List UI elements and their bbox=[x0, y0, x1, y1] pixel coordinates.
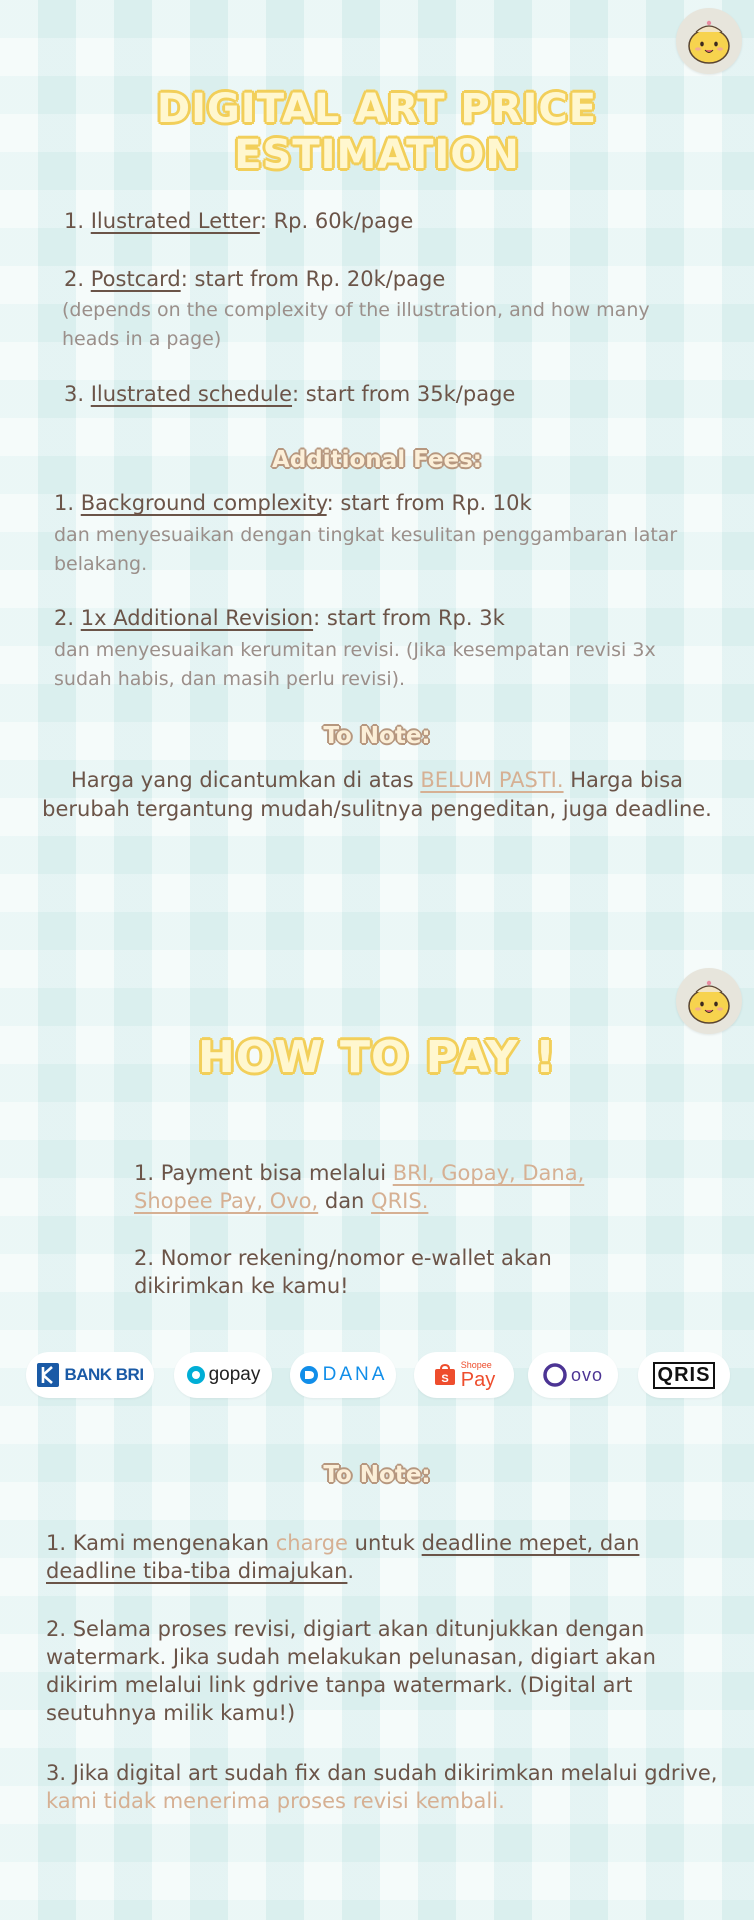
fee-item-2-name: 1x Additional Revision bbox=[80, 606, 314, 630]
note-item-1-end: . bbox=[347, 1559, 355, 1583]
payment-methods-qris: QRIS. bbox=[371, 1189, 429, 1213]
price-item-2-price: : start from Rp. 20k/page bbox=[180, 267, 446, 291]
note-item-3-highlight: kami tidak menerima proses revisi kembali. bbox=[46, 1789, 505, 1813]
fee-item-1-name: Background complexity bbox=[80, 491, 327, 515]
fee-item-1-num: 1. bbox=[54, 491, 75, 515]
price-item-3-name: Ilustrated schedule bbox=[90, 382, 293, 406]
payment-methods-pre: 1. Payment bisa melalui bbox=[134, 1161, 393, 1185]
qris-logo-text: QRIS bbox=[653, 1362, 716, 1389]
price-disclaimer bbox=[40, 766, 714, 824]
note-item-1-charge: charge bbox=[275, 1531, 348, 1555]
note-item-1-mid: untuk bbox=[347, 1531, 422, 1555]
gopay-logo-text: gopay bbox=[208, 1364, 261, 1385]
dana-logo-icon bbox=[299, 1365, 319, 1385]
ovo-logo-icon bbox=[543, 1363, 567, 1387]
note-item-1 bbox=[46, 1529, 726, 1585]
price-estimation-title-text: DIGITAL ART PRICE ESTIMATION bbox=[156, 86, 598, 178]
note-item-3-pre: 3. Jika digital art sudah fix dan sudah dikirimkan melalui gdrive, bbox=[46, 1761, 718, 1785]
mascot-avatar-top bbox=[676, 8, 742, 74]
note-item-3 bbox=[46, 1759, 726, 1815]
note-item-1-deadline: deadline mepet, dan deadline tiba-tiba dimajukan bbox=[46, 1531, 640, 1583]
bri-logo-icon bbox=[36, 1362, 60, 1388]
gopay-logo-icon bbox=[186, 1365, 206, 1385]
price-item-2-name: Postcard bbox=[90, 267, 181, 291]
fee-item-2 bbox=[54, 606, 505, 630]
price-item-1-name: Ilustrated Letter bbox=[90, 209, 260, 233]
price-item-2-num: 2. bbox=[64, 267, 85, 291]
bri-logo-pill bbox=[26, 1352, 154, 1398]
to-note-heading-1: To Note: bbox=[323, 723, 431, 749]
ovo-logo-text: ovo bbox=[570, 1364, 604, 1385]
price-item-3-num: 3. bbox=[64, 382, 85, 406]
price-item-3 bbox=[64, 382, 515, 406]
price-item-1-price: : Rp. 60k/page bbox=[259, 209, 414, 233]
price-item-1 bbox=[64, 209, 413, 233]
price-item-3-price: : start from 35k/page bbox=[292, 382, 516, 406]
price-item-2-note: (depends on the complexity of the illustration, and how many heads in a page) bbox=[62, 299, 650, 350]
shopeepay-logo-pill bbox=[414, 1352, 514, 1398]
mascot-icon bbox=[676, 968, 742, 1034]
price-disclaimer-highlight: BELUM PASTI. bbox=[420, 768, 564, 792]
bri-logo-text: BANK BRI bbox=[64, 1365, 144, 1384]
price-estimation-title bbox=[0, 86, 754, 178]
shopeepay-logo-icon bbox=[433, 1363, 457, 1387]
mascot-avatar-pay bbox=[676, 968, 742, 1034]
price-item-1-num: 1. bbox=[64, 209, 85, 233]
ovo-logo-pill bbox=[528, 1352, 618, 1398]
fee-item-1-note: dan menyesuaikan dengan tingkat kesulitan penggambaran latar belakang. bbox=[54, 524, 678, 575]
fee-item-2-note: dan menyesuaikan kerumitan revisi. (Jika kesempatan revisi 3x sudah habis, dan masih perlu revisi). bbox=[54, 639, 656, 690]
payment-account-text: 2. Nomor rekening/nomor e-wallet akan dikirimkan ke kamu! bbox=[134, 1246, 552, 1298]
how-to-pay-title: HOW TO PAY ! bbox=[197, 1032, 557, 1083]
note-item-1-pre: 1. Kami mengenakan bbox=[46, 1531, 276, 1555]
shopeepay-logo-text bbox=[461, 1361, 495, 1390]
fee-item-1 bbox=[54, 491, 532, 515]
price-item-2 bbox=[64, 267, 445, 291]
qris-logo-pill bbox=[638, 1352, 730, 1398]
payment-methods-list: BRI, Gopay, Dana, Shopee Pay, Ovo, bbox=[134, 1161, 585, 1213]
fee-item-1-price: : start from Rp. 10k bbox=[326, 491, 532, 515]
mascot-icon bbox=[676, 8, 742, 74]
fee-item-2-price: : start from Rp. 3k bbox=[313, 606, 505, 630]
payment-methods-mid: dan bbox=[318, 1189, 372, 1213]
fee-item-2-num: 2. bbox=[54, 606, 75, 630]
price-disclaimer-pre: Harga yang dicantumkan di atas bbox=[70, 768, 421, 792]
note-item-2: 2. Selama proses revisi, digiart akan ditunjukkan dengan watermark. Jika sudah melakukan pelunasan, digiart akan dikirim melalui link gdrive tanpa watermark. (Digital art seutuhnya milik kamu!) bbox=[46, 1617, 656, 1725]
price-disclaimer-post: Harga bisa berubah tergantung mudah/sulitnya pengeditan, juga deadline. bbox=[42, 768, 712, 821]
dana-logo-text: DANA bbox=[322, 1364, 388, 1385]
payment-methods-text bbox=[134, 1159, 654, 1215]
shopeepay-logo-sub: Shopee bbox=[460, 1359, 492, 1370]
dana-logo-pill bbox=[290, 1352, 396, 1398]
shopeepay-logo-main: Pay bbox=[460, 1368, 496, 1391]
gopay-logo-pill bbox=[174, 1352, 272, 1398]
to-note-heading-2: To Note: bbox=[323, 1462, 431, 1488]
additional-fees-heading: Additional Fees: bbox=[272, 447, 482, 473]
svg-text:S: S bbox=[441, 1373, 449, 1385]
